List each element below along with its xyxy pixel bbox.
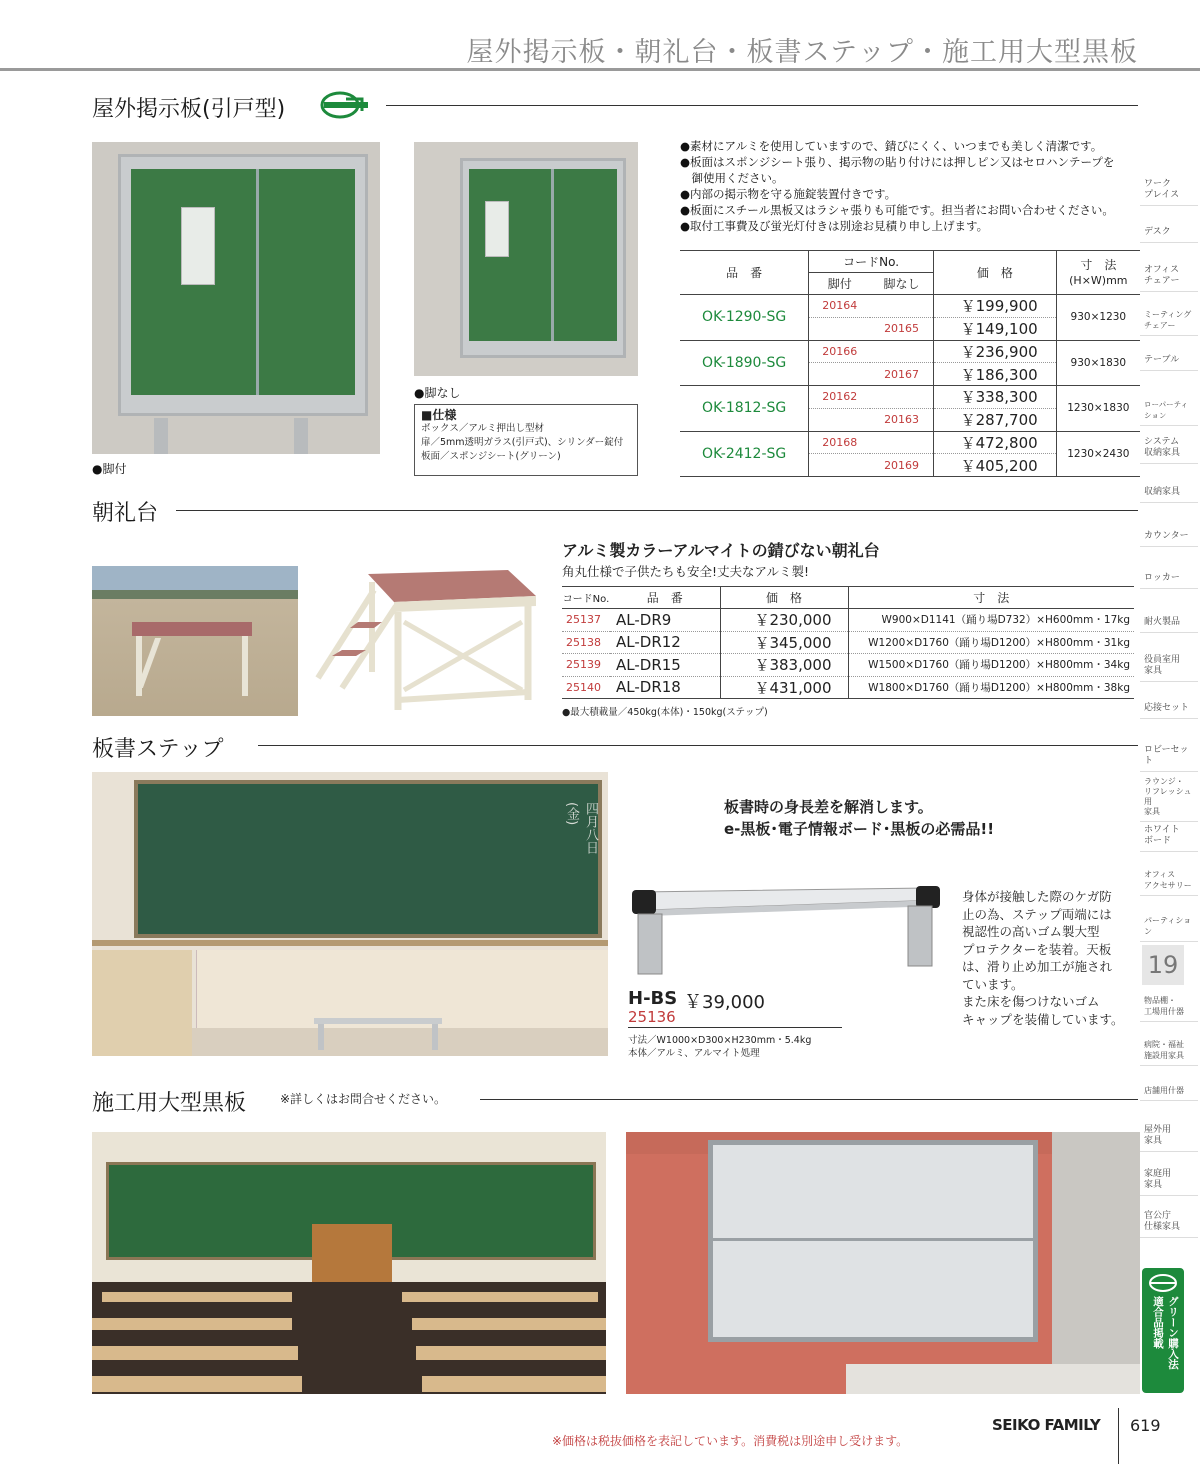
feature-item: ●板面にスチール黒板又はラシャ張りも可能です。担当者にお問い合わせください。 [680, 203, 1114, 217]
sidebar-item[interactable]: デスク [1140, 223, 1198, 243]
row-price: ￥345,000 [720, 631, 848, 654]
photo-board-no-legs [414, 142, 638, 376]
th-code: コードNo. [562, 587, 610, 609]
row-price: ￥186,300 [934, 363, 1057, 386]
row-price: ￥236,900 [934, 340, 1057, 363]
desc-line: は、滑り止め加工が施され [962, 959, 1113, 974]
th-model: 品 番 [680, 251, 809, 295]
row-size: 1230×1830 [1056, 386, 1140, 432]
step-material: 本体／アルミ、アルマイト処理 [628, 1048, 760, 1059]
step-price: ￥39,000 [684, 992, 765, 1013]
th-code-leg: 脚付 [809, 273, 870, 295]
desc-line: 止の為、ステップ両端には [962, 906, 1112, 922]
sidebar-item[interactable]: 応接セット [1140, 699, 1198, 719]
step-description [962, 888, 1134, 1028]
feature-item: ●内部の掲示物を守る施錠装置付きです。 [680, 187, 897, 201]
chapter-tab[interactable]: 19 [1142, 945, 1184, 985]
header-rule [0, 68, 1200, 71]
page-title: 屋外掲示板・朝礼台・板書ステップ・施工用大型黒板 [466, 37, 1138, 68]
row-code-noleg: 20169 [870, 454, 933, 477]
sidebar-item[interactable]: 店舗用什器 [1140, 1081, 1198, 1101]
row-model: AL-DR9 [610, 609, 720, 632]
page-header [0, 0, 1200, 72]
photo-step-classroom [92, 772, 608, 1056]
photo-stage-product [308, 560, 540, 718]
green-purchase-badge [1142, 1268, 1184, 1393]
sidebar-item[interactable]: オフィス チェアー [1140, 261, 1198, 292]
sidebar-item[interactable]: 屋外用 家具 [1140, 1121, 1198, 1152]
feature-item: ●取付工事費及び蛍光灯付きは別途お見積り申し上げます。 [680, 219, 989, 233]
desc-line: 身体が接触した際のケガ防 [962, 889, 1112, 904]
row-code: 25137 [562, 609, 610, 632]
step-headline-1: 板書時の身長差を解消します。 [724, 798, 933, 816]
row-dims: W1200×D1760（踊り場D1200）×H800mm・31kg [848, 631, 1134, 654]
sidebar-item[interactable]: 病院・福祉 施設用家具 [1140, 1035, 1198, 1066]
sidebar-item[interactable]: ロッカー [1140, 569, 1198, 589]
row-code-noleg: 20163 [870, 408, 933, 431]
row-price: ￥431,000 [720, 676, 848, 699]
photo-board-with-legs [92, 142, 380, 454]
th-dims: 寸 法 [848, 587, 1134, 609]
th-code-noleg: 脚なし [870, 273, 933, 295]
row-code: 25138 [562, 631, 610, 654]
sidebar-item[interactable]: 官公庁 仕様家具 [1140, 1207, 1198, 1238]
row-model: OK-2412-SG [680, 431, 809, 477]
row-model: AL-DR18 [610, 676, 720, 699]
table-row [562, 609, 1134, 632]
row-dims: W1500×D1760（踊り場D1200）×H800mm・34kg [848, 654, 1134, 677]
sidebar-item[interactable]: 家庭用 家具 [1140, 1165, 1198, 1196]
step-code: 25136 [628, 1008, 676, 1026]
sidebar-item[interactable]: ローパーティション [1140, 395, 1198, 426]
sidebar-item[interactable]: 収納家具 [1140, 483, 1198, 503]
row-code-leg: 20164 [809, 295, 870, 318]
photo-chalkboard-lecture [92, 1132, 606, 1394]
photo-whiteboard-install [626, 1132, 1140, 1394]
desc-line: キャップを装備しています。 [962, 1011, 1124, 1027]
row-size: 930×1830 [1056, 340, 1140, 386]
spec-box [414, 404, 638, 476]
th-size-unit: (H×W)mm [1069, 273, 1128, 287]
step-dims: 寸法／W1000×D300×H230mm・5.4kg [628, 1035, 812, 1046]
th-price: 価 格 [720, 587, 848, 609]
caption-leg: ●脚付 [92, 462, 127, 476]
row-code: 25139 [562, 654, 610, 677]
stage-subheadline: 角丸仕様で子供たちも安全!丈夫なアルミ製! [562, 564, 810, 579]
step-headline-2: e-黒板･電子情報ボード･黒板の必需品!! [724, 820, 995, 838]
row-model: AL-DR12 [610, 631, 720, 654]
sidebar-item[interactable]: 物品棚・ 工場用什器 [1140, 991, 1198, 1022]
section-title-stage: 朝礼台 [92, 501, 159, 526]
row-price: ￥472,800 [934, 431, 1057, 454]
row-code-leg: 20162 [809, 386, 870, 409]
section-rule-board [386, 105, 1138, 106]
row-price: ￥199,900 [934, 295, 1057, 318]
desc-line: 視認性の高いゴム製大型 [962, 924, 1100, 939]
stage-load-note: ●最大積載量／450kg(本体)・150kg(ステップ) [562, 707, 768, 718]
row-price: ￥338,300 [934, 386, 1057, 409]
feature-item: ●素材にアルミを使用していますので、錆びにくく、いつまでも美しく清潔です。 [680, 139, 1103, 153]
green-globe-icon [1148, 1274, 1178, 1292]
row-size: 930×1230 [1056, 295, 1140, 341]
th-code: コードNo. [809, 251, 934, 273]
sidebar-item[interactable]: ワーク プレイス [1140, 175, 1198, 206]
row-price: ￥230,000 [720, 609, 848, 632]
row-dims: W900×D1141（踊り場D732）×H600mm・17kg [848, 609, 1134, 632]
row-code-noleg: 20167 [870, 363, 933, 386]
th-size [1056, 251, 1140, 295]
page-number: 619 [1130, 1416, 1161, 1435]
board-price-table [680, 250, 1140, 477]
sidebar-item[interactable]: 耐火製品 [1140, 613, 1198, 633]
row-dims: W1800×D1760（踊り場D1200）×H800mm・38kg [848, 676, 1134, 699]
board-feature-list [680, 138, 1140, 234]
footer-rule [1118, 1408, 1119, 1464]
section-rule-stage [176, 510, 1138, 511]
step-product-image [628, 884, 944, 980]
spec-line: 扉／5mm透明ガラス(引戸式)、シリンダー錠付 [421, 437, 624, 448]
sidebar-item[interactable]: カウンター [1140, 527, 1198, 547]
th-model: 品 番 [610, 587, 720, 609]
sidebar-item[interactable]: 役員室用 家具 [1140, 651, 1198, 682]
chalk-text: 四月八日(金) [564, 802, 598, 854]
row-model: OK-1290-SG [680, 295, 809, 341]
desc-line: ています。 [962, 976, 1024, 992]
table-row [562, 631, 1134, 654]
green-purchase-mark-icon [320, 91, 370, 119]
step-rule [628, 1027, 842, 1028]
sidebar-item[interactable]: ミーティング チェアー [1140, 305, 1198, 336]
sidebar-item[interactable]: オフィス アクセサリー [1140, 865, 1198, 896]
stage-price-table [562, 586, 1134, 699]
section-rule-chalkboard [480, 1099, 1138, 1100]
th-size-label: 寸 法 [1080, 257, 1117, 272]
row-price: ￥405,200 [934, 454, 1057, 477]
row-model: OK-1812-SG [680, 386, 809, 432]
sidebar-item[interactable]: ロビーセット [1140, 741, 1198, 772]
row-code-noleg: 20165 [870, 317, 933, 340]
chalkboard-note: ※詳しくはお問合せください。 [280, 1092, 447, 1106]
section-title-step: 板書ステップ [92, 737, 224, 762]
table-row [562, 654, 1134, 677]
row-price: ￥287,700 [934, 408, 1057, 431]
step-model: H-BS [628, 988, 678, 1009]
sidebar-item[interactable]: ラウンジ・ リフレッシュ用 家具 [1140, 773, 1198, 822]
desc-line: プロテクターを装着。天板 [962, 941, 1112, 957]
row-code-leg: 20166 [809, 340, 870, 363]
row-model: OK-1890-SG [680, 340, 809, 386]
table-row [562, 676, 1134, 699]
spec-line: ボックス／アルミ押出し型材 [421, 423, 545, 434]
footer-tax-note: ※価格は税抜価格を表記しています。消費税は別途申し受けます。 [552, 1434, 909, 1448]
section-title-chalkboard: 施工用大型黒板 [92, 1091, 247, 1116]
caption-noleg: ●脚なし [414, 386, 461, 400]
row-price: ￥149,100 [934, 317, 1057, 340]
brand-logo: SEIKO FAMILY [992, 1416, 1101, 1434]
sidebar-item[interactable]: テーブル [1140, 351, 1198, 371]
sidebar-item[interactable]: パーティション [1140, 911, 1198, 942]
feature-item: 御使用ください。 [680, 171, 784, 185]
badge-text: グリーン購入法 適合品掲載 [1152, 1296, 1179, 1370]
desc-line: また床を傷つけないゴム [962, 994, 1100, 1009]
sidebar-item[interactable]: ホワイト ボード [1140, 821, 1198, 852]
spec-title: ■仕様 [421, 408, 457, 422]
photo-stage-outdoor [92, 566, 298, 716]
th-price: 価 格 [934, 251, 1057, 295]
row-price: ￥383,000 [720, 654, 848, 677]
row-code-leg: 20168 [809, 431, 870, 454]
row-code: 25140 [562, 676, 610, 699]
feature-item: ●板面はスポンジシート張り、掲示物の貼り付けには押しピン又はセロハンテープを [680, 155, 1115, 169]
section-rule-step [258, 745, 1138, 746]
section-title-board: 屋外掲示板(引戸型) [92, 97, 286, 122]
row-size: 1230×2430 [1056, 431, 1140, 477]
row-model: AL-DR15 [610, 654, 720, 677]
spec-line: 板面／スポンジシート(グリーン) [421, 451, 561, 462]
sidebar-item[interactable]: システム 収納家具 [1140, 433, 1198, 464]
stage-headline: アルミ製カラーアルマイトの錆びない朝礼台 [562, 541, 880, 560]
